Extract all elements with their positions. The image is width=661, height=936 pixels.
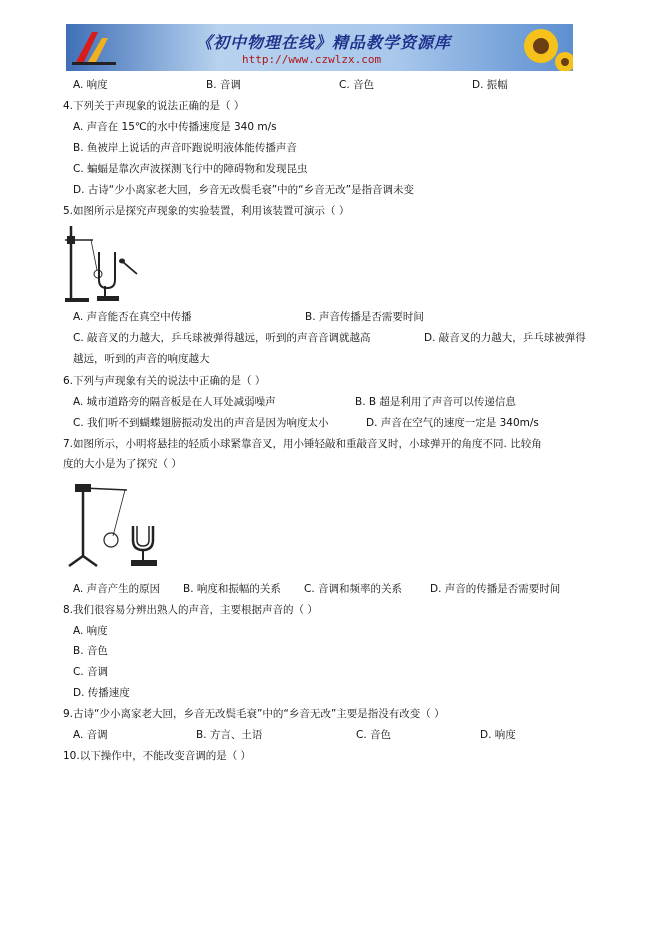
q6-option-a: A. 城市道路旁的隔音板是在人耳处减弱噪声 (73, 396, 276, 408)
banner-url: http://www.czwlzx.com (242, 53, 382, 66)
q7-option-b: B. 响度和振幅的关系 (183, 583, 281, 595)
q8-option-b: B. 音色 (73, 645, 108, 657)
q8-option-a: A. 响度 (73, 625, 108, 637)
q5-option-b: B. 声音传播是否需要时间 (305, 311, 424, 323)
q4-stem: 4.下列关于声现象的说法正确的是（ ） (63, 100, 245, 112)
q4-option-a: A. 声音在 15℃的水中传播速度是 340 m/s (73, 121, 277, 133)
q7-option-a: A. 声音产生的原因 (73, 583, 161, 595)
q10-stem: 10.以下操作中，不能改变音调的是（ ） (63, 750, 252, 762)
q4-option-c: C. 蝙蝠是靠次声波探测飞行中的障碍物和发现昆虫 (73, 163, 308, 175)
q3-option-c: C. 音色 (339, 79, 375, 91)
ball-fork-figure (63, 478, 171, 570)
q7-option-d: D. 声音的传播是否需要时间 (430, 583, 561, 595)
q6-option-d: D. 声音在空气的速度一定是 340m/s (366, 417, 539, 429)
q3-option-a: A. 响度 (73, 79, 108, 91)
q6-option-c: C. 我们听不到蝴蝶翅膀振动发出的声音是因为响度太小 (73, 417, 329, 429)
q9-option-d: D. 响度 (480, 729, 516, 741)
q9-option-b: B. 方言、土语 (196, 729, 263, 741)
q8-stem: 8.我们很容易分辨出熟人的声音，主要根据声音的（ ） (63, 604, 318, 616)
banner-title: 《初中物理在线》精品教学资源库 (196, 33, 452, 52)
q9-option-a: A. 音调 (73, 729, 108, 741)
q6-stem: 6.下列与声现象有关的说法中正确的是（ ） (63, 375, 266, 387)
q3-option-b: B. 音调 (206, 79, 241, 91)
sunflower-icon (493, 24, 573, 71)
q5-option-c: C. 敲音叉的力越大，乒乓球被弹得越远，听到的声音音调就越高 (73, 332, 371, 344)
tuning-fork-figure (63, 222, 143, 304)
q6-option-b: B. B 超是利用了声音可以传递信息 (355, 396, 516, 408)
q7-option-c: C. 音调和频率的关系 (304, 583, 403, 595)
q8-option-c: C. 音调 (73, 666, 109, 678)
logo-icon (66, 24, 126, 71)
q7-stem-cont: 度的大小是为了探究（ ） (63, 458, 182, 470)
q4-option-d: D. 古诗“少小离家老大回，乡音无改鬓毛衰”中的“乡音无改”是指音调未变 (73, 184, 415, 196)
q5-stem: 5.如图所示是探究声现象的实验装置，利用该装置可演示（ ） (63, 205, 350, 217)
q7-stem: 7.如图所示，小明将悬挂的轻质小球紧靠音叉，用小锤轻敲和重敲音叉时，小球弹开的角度不同. 比较角 (63, 438, 542, 450)
q5-option-d: D. 敲音叉的力越大，乒乓球被弹得 (424, 332, 586, 344)
q4-option-b: B. 鱼被岸上说话的声音吓跑说明液体能传播声音 (73, 142, 297, 154)
header-banner (66, 24, 573, 71)
q8-option-d: D. 传播速度 (73, 687, 130, 699)
q5-option-d-cont: 越远，听到的声音的响度越大 (73, 353, 210, 365)
q9-stem: 9.古诗“少小离家老大回，乡音无改鬓毛衰”中的“乡音无改”主要是指没有改变（ ） (63, 708, 445, 720)
q9-option-c: C. 音色 (356, 729, 392, 741)
q3-option-d: D. 振幅 (472, 79, 508, 91)
q5-option-a: A. 声音能否在真空中传播 (73, 311, 192, 323)
